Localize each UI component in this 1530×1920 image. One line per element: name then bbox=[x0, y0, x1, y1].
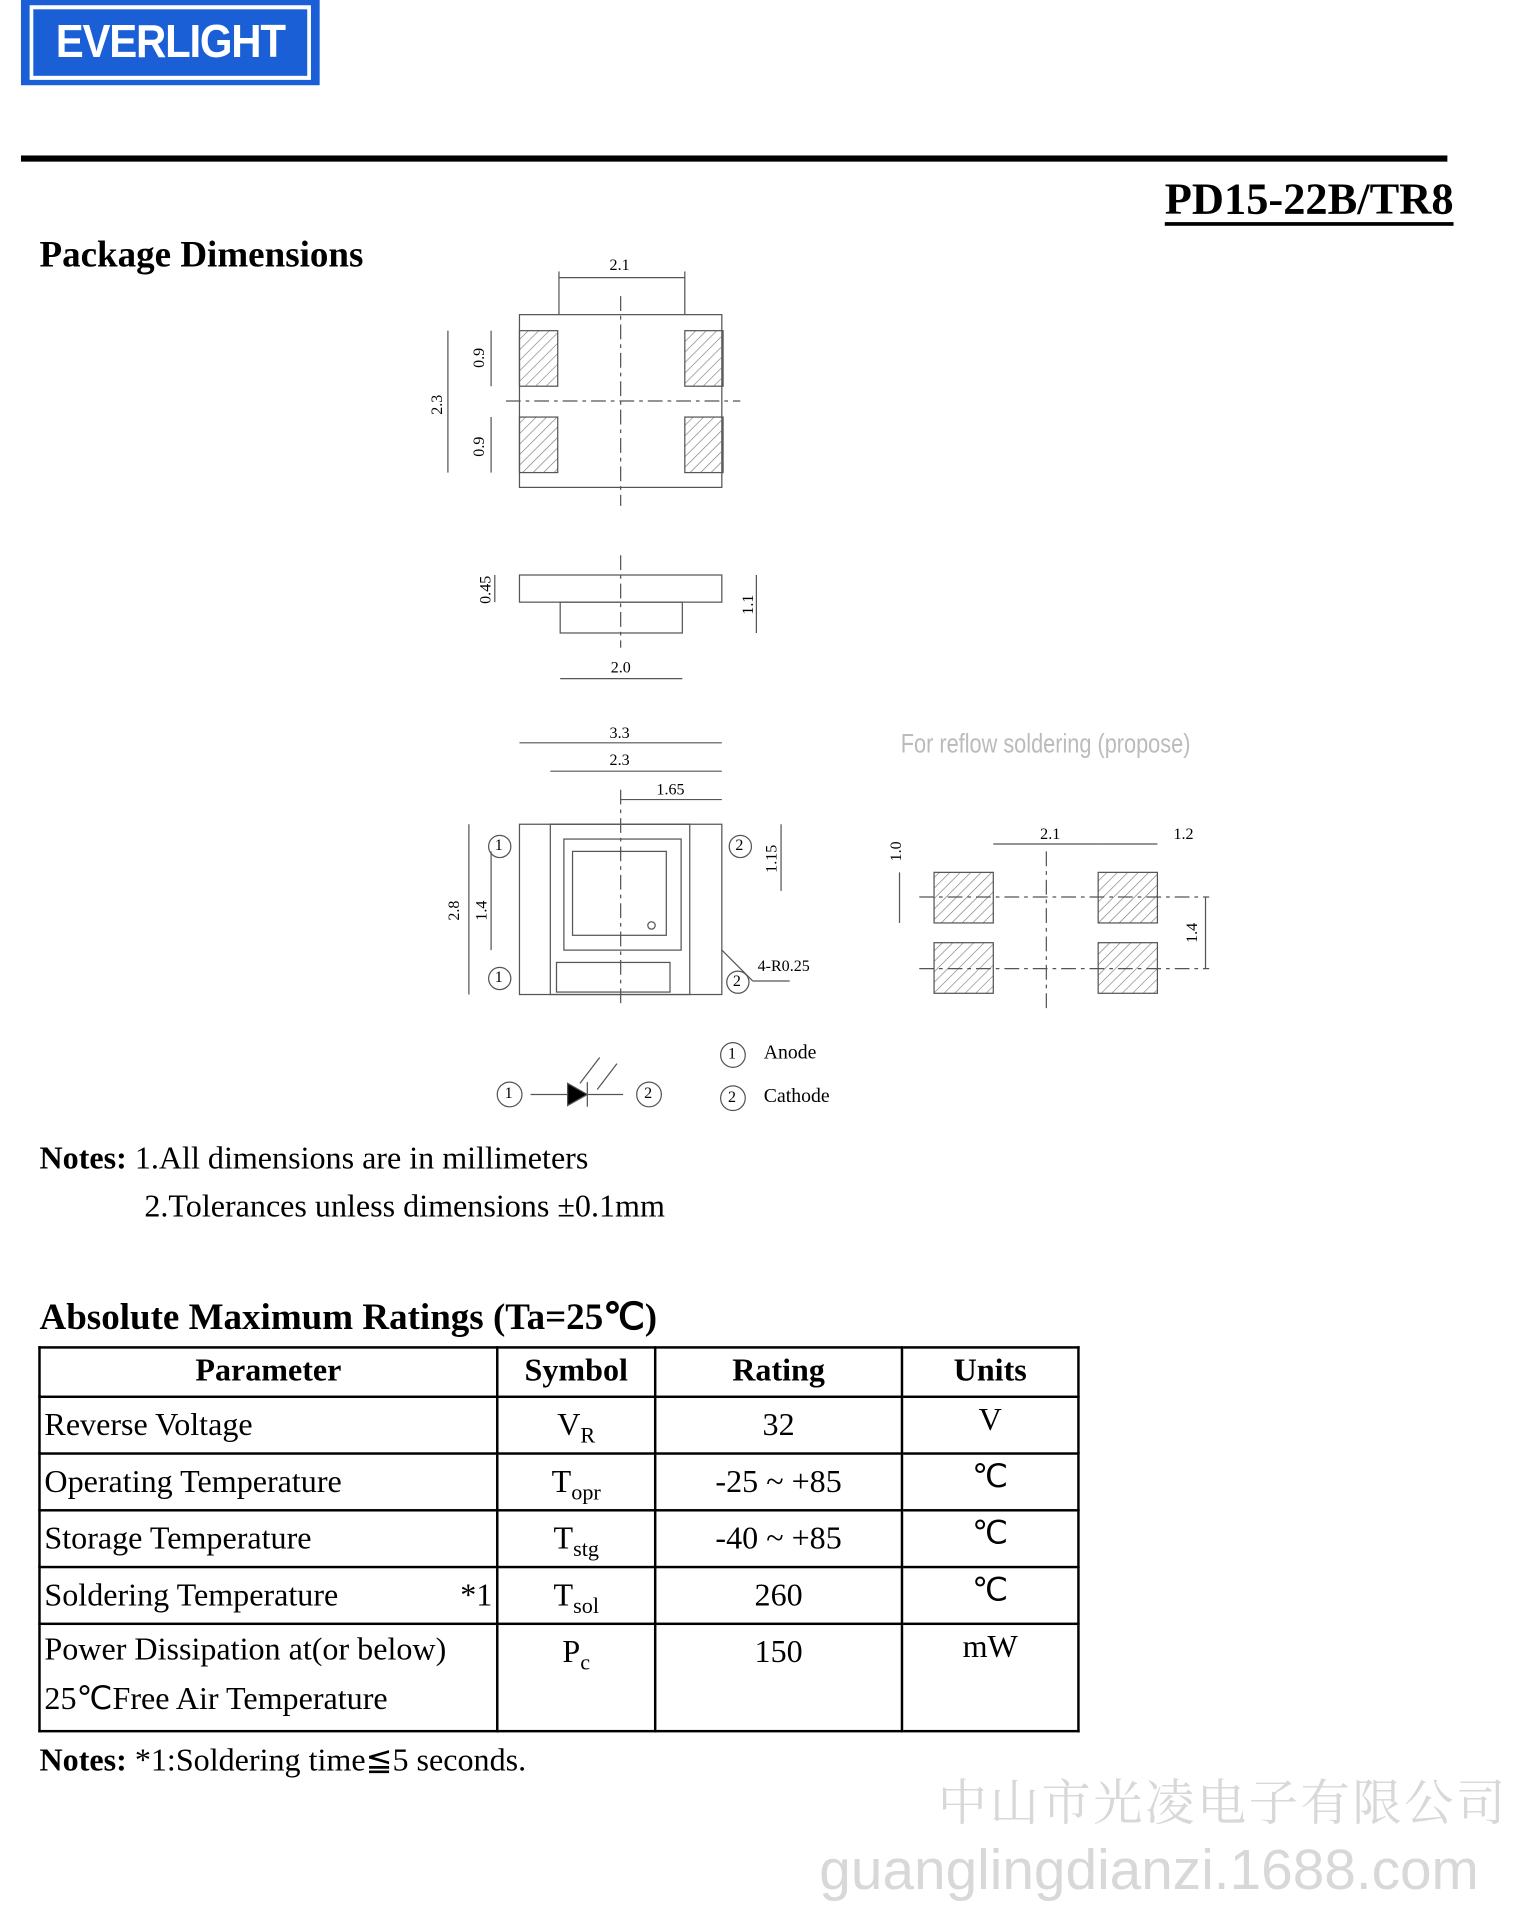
notes-label: Notes: bbox=[39, 1140, 127, 1176]
pin-label: 1 bbox=[494, 835, 503, 854]
legend-num: 1 bbox=[728, 1043, 737, 1063]
pin-label: 1 bbox=[504, 1083, 513, 1102]
dim-h3: 1.15 bbox=[761, 844, 781, 873]
bottom-view bbox=[469, 743, 790, 1006]
note-2: 2.Tolerances unless dimensions ±0.1mm bbox=[144, 1188, 665, 1225]
col-rating: Rating bbox=[655, 1347, 902, 1396]
table-row: Operating Temperature $T_{opr}$ -25 ~ +85 ℃ bbox=[39, 1454, 1078, 1511]
legend-num: 2 bbox=[728, 1087, 737, 1106]
dim-h2: 1.4 bbox=[471, 900, 491, 921]
reflow-title: For reflow soldering (propose) bbox=[900, 728, 1191, 759]
dim-pad-gap: 2.1 bbox=[1040, 824, 1061, 843]
pin-label: 2 bbox=[732, 971, 741, 990]
dim-w2: 2.3 bbox=[609, 750, 630, 769]
top-view bbox=[448, 271, 740, 505]
note-1: 1.All dimensions are in millimeters bbox=[134, 1140, 589, 1176]
photodiode-symbol bbox=[497, 1043, 745, 1111]
dim-pad-upper: 0.9 bbox=[469, 347, 488, 368]
dim-h1: 2.8 bbox=[444, 900, 463, 921]
table-row: Soldering Temperature *1 $T_{sol}$ 260 ℃ bbox=[39, 1567, 1078, 1624]
table-row: Storage Temperature $T_{stg}$ -40 ~ +85 ℃ bbox=[39, 1510, 1078, 1567]
pin-label: 1 bbox=[494, 967, 503, 986]
ratings-notes-label: Notes: bbox=[39, 1742, 127, 1779]
dim-side-height: 1.1 bbox=[738, 594, 757, 615]
dim-top-height: 2.3 bbox=[427, 394, 446, 415]
dim-pad-width: 1.2 bbox=[1173, 824, 1194, 843]
dim-w3: 1.65 bbox=[656, 779, 685, 799]
col-symbol: Symbol bbox=[497, 1347, 655, 1396]
pin-label: 2 bbox=[644, 1083, 653, 1102]
everlight-logo: EVERLIGHT bbox=[21, 0, 320, 85]
dim-pad-lower: 0.9 bbox=[469, 436, 488, 457]
legend-cathode: Cathode bbox=[763, 1085, 830, 1107]
watermark-url: guanglingdianzi.1688.com bbox=[819, 1837, 1479, 1902]
ratings-table bbox=[38, 1346, 1079, 1732]
dim-pad-pitch: 1.4 bbox=[1182, 922, 1201, 943]
legend-anode: Anode bbox=[763, 1042, 817, 1064]
dim-radius: 4-R0.25 bbox=[757, 956, 810, 975]
col-units: Units bbox=[902, 1347, 1078, 1396]
part-number: PD15-22B/TR8 bbox=[1165, 175, 1454, 226]
reflow-pad-layout bbox=[900, 844, 1210, 1012]
table-row: Power Dissipation at(or below) 25℃Free Air Temperature $P_c$ 150 mW bbox=[39, 1624, 1078, 1731]
dim-thickness: 0.45 bbox=[475, 575, 495, 604]
dim-top-width: 2.1 bbox=[609, 255, 630, 274]
col-parameter: Parameter bbox=[39, 1347, 497, 1396]
table-header bbox=[39, 1347, 1078, 1396]
ratings-note: *1:Soldering time≦5 seconds. bbox=[134, 1742, 527, 1779]
package-dimensions-title: Package Dimensions bbox=[39, 234, 364, 276]
dim-pad-height: 1.0 bbox=[886, 841, 905, 862]
dim-side-width: 2.0 bbox=[610, 657, 631, 677]
table-row: Reverse Voltage $V_R$ 32 V bbox=[39, 1397, 1078, 1454]
dim-w1: 3.3 bbox=[609, 723, 630, 742]
watermark-cn: 中山市光凌电子有限公司 bbox=[937, 1776, 1508, 1832]
pin-label: 2 bbox=[735, 835, 744, 854]
ratings-title: Absolute Maximum Ratings (Ta=25℃) bbox=[39, 1296, 658, 1338]
